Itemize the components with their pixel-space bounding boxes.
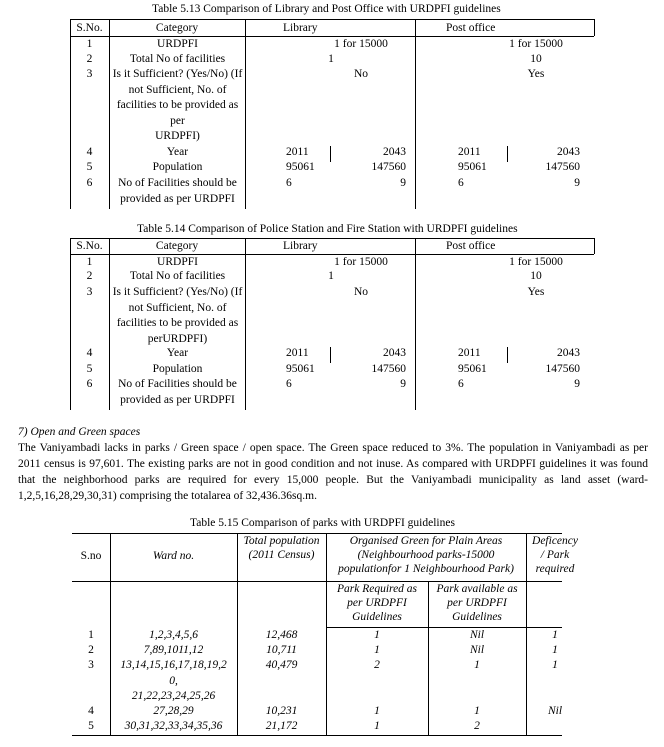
row-sno: 1 — [88, 629, 94, 641]
row-population: 10,711 — [266, 644, 297, 656]
post-office-2043: 147560 — [545, 363, 580, 375]
row-sno: 6 — [86, 177, 93, 189]
row-sno: 4 — [88, 705, 94, 717]
row-category: Year — [166, 347, 189, 359]
row-ward: 21,22,23,24,25,26 — [131, 690, 216, 702]
rule — [594, 238, 595, 254]
row-ward: 7,89,1011,12 — [143, 644, 204, 656]
row-population: 10,231 — [265, 705, 298, 717]
rule — [594, 19, 595, 36]
row-park-available: Nil — [469, 644, 485, 656]
header-deficiency: required — [535, 563, 575, 575]
library-2011: 2011 — [286, 146, 309, 158]
header-park-available: Guidelines — [452, 611, 502, 623]
header-population: Total population — [243, 535, 320, 547]
post-office-value: 1 for 15000 — [509, 256, 563, 268]
row-sno: 4 — [86, 347, 93, 359]
row-category: URDPFI) — [155, 130, 200, 142]
header-park-required: Park Required as — [336, 583, 418, 595]
row-category: Total No of facilities — [129, 270, 226, 282]
row-deficiency: 1 — [552, 659, 558, 671]
rule — [507, 347, 508, 363]
row-sno: 5 — [86, 363, 93, 375]
post-office-2011: 2011 — [458, 146, 481, 158]
post-office-2011: 6 — [458, 177, 464, 189]
section-paragraph: The Vaniyambadi lacks in parks / Green space / open space. The Green space reduced to 3%. The population in Vaniyambadi as per 2011 census is 97,601. The existing parks are not in good condition and not inuse. As compared with URDPFI guidelines it was found that the neighborhood parks are required for every 15,000 people. But the Vaniyambadi municipality as land asset (ward-1,2,5,16,28,29,30,31) comprising the totalarea of 32,436.36sq.m. — [18, 442, 648, 502]
post-office-2043: 147560 — [545, 161, 580, 173]
row-category: facilities to be provided as — [116, 99, 239, 111]
row-ward: 0, — [169, 674, 178, 687]
row-park-available: 1 — [474, 705, 480, 717]
post-office-2011: 2011 — [458, 347, 481, 359]
header-post-office: Post office — [446, 240, 496, 252]
header-park-required: Guidelines — [352, 611, 402, 623]
header-park-required: per URDPFI — [347, 597, 407, 609]
row-population: 21,172 — [265, 720, 298, 732]
row-deficiency: 1 — [552, 644, 558, 656]
row-category: No of Facilities should be — [118, 177, 237, 189]
library-value: No — [353, 286, 369, 298]
row-sno: 2 — [86, 270, 93, 282]
rule — [245, 19, 246, 209]
post-office-2011: 6 — [458, 378, 464, 390]
row-category: not Sufficient, No. of — [128, 301, 227, 314]
table-caption: Table 5.14 Comparison of Police Station and Fire Station with URDPFI guidelines — [137, 223, 518, 235]
library-2011: 2011 — [286, 347, 309, 359]
post-office-2043: 2043 — [557, 347, 580, 359]
row-sno: 3 — [86, 68, 93, 80]
library-2043: 147560 — [371, 161, 406, 173]
row-category: not Sufficient, No. of — [128, 83, 227, 96]
row-deficiency: 1 — [552, 629, 558, 641]
library-2011: 95061 — [286, 363, 315, 375]
header-park-available: Park available as — [436, 583, 518, 595]
post-office-2043: 9 — [574, 378, 580, 390]
header-library: Library — [283, 22, 318, 34]
header-deficiency: / Park — [540, 549, 570, 561]
row-sno: 3 — [88, 659, 94, 671]
row-park-available: Nil — [469, 629, 485, 641]
row-park-required: 1 — [374, 720, 380, 732]
header-park-available: per URDPFI — [447, 597, 507, 609]
library-2011: 6 — [286, 378, 292, 390]
library-2043: 2043 — [383, 146, 406, 158]
library-value: No — [353, 68, 369, 80]
rule — [330, 347, 331, 363]
row-ward: 1,2,3,4,5,6 — [149, 629, 198, 641]
library-2043: 9 — [400, 177, 406, 189]
row-sno: 5 — [88, 720, 94, 732]
row-sno: 5 — [86, 161, 93, 173]
row-category: Is it Sufficient? (Yes/No) (If — [112, 68, 243, 80]
row-ward: 13,14,15,16,17,18,19,2 — [120, 659, 227, 671]
section-heading: 7) Open and Green spaces — [18, 426, 141, 438]
row-category: Is it Sufficient? (Yes/No) (If — [112, 286, 243, 298]
rule — [72, 735, 562, 736]
header-category: Category — [155, 240, 199, 252]
table-caption: Table 5.15 Comparison of parks with URDPFI guidelines — [190, 517, 455, 529]
row-ward: 27,28,29 — [153, 705, 194, 717]
row-park-required: 1 — [374, 705, 380, 717]
header-sno: S.no — [80, 550, 102, 562]
row-category: URDPFI — [157, 256, 198, 268]
row-population: 12,468 — [265, 629, 298, 641]
row-category: No of Facilities should be — [118, 378, 237, 390]
row-category: Total No of facilities — [129, 53, 226, 65]
header-sno: S.No. — [76, 22, 103, 34]
rule — [70, 19, 594, 20]
row-sno: 2 — [88, 644, 94, 656]
row-category: facilities to be provided as — [116, 317, 239, 329]
table-caption: Table 5.13 Comparison of Library and Post Office with URDPFI guidelines — [152, 3, 501, 15]
row-sno: 3 — [86, 286, 93, 298]
post-office-2011: 95061 — [458, 161, 487, 173]
header-post-office: Post office — [446, 22, 496, 34]
rule — [330, 146, 331, 162]
header-organised-green: Organised Green for Plain Areas — [349, 535, 503, 547]
post-office-2043: 9 — [574, 177, 580, 189]
row-sno: 4 — [86, 146, 93, 158]
row-deficiency: Nil — [547, 705, 563, 717]
library-value: 1 — [328, 270, 334, 282]
row-category: Population — [152, 363, 203, 375]
post-office-value: 10 — [530, 270, 542, 282]
row-ward: 30,31,32,33,34,35,36 — [124, 720, 223, 732]
library-value: 1 — [328, 53, 334, 65]
header-ward: Ward no. — [152, 550, 195, 562]
post-office-value: Yes — [527, 68, 545, 80]
row-category: provided as per URDPFI — [120, 393, 235, 406]
row-park-available: 2 — [474, 720, 480, 732]
row-park-required: 1 — [374, 644, 380, 656]
library-2043: 2043 — [383, 347, 406, 359]
row-category: Year — [166, 146, 189, 158]
row-population: 40,479 — [265, 659, 298, 671]
library-value: 1 for 15000 — [334, 38, 388, 50]
header-organised-green: (Neighbourhood parks-15000 — [357, 549, 495, 561]
row-category: URDPFI — [157, 38, 198, 50]
post-office-value: Yes — [527, 286, 545, 298]
row-category: perURDPFI) — [147, 332, 208, 345]
post-office-2043: 2043 — [557, 146, 580, 158]
library-2011: 95061 — [286, 161, 315, 173]
header-library: Library — [283, 240, 318, 252]
row-sno: 1 — [86, 256, 93, 268]
row-sno: 1 — [86, 38, 93, 50]
header-population: (2011 Census) — [248, 549, 315, 561]
row-park-required: 2 — [374, 659, 380, 671]
row-sno: 2 — [86, 53, 93, 65]
row-park-available: 1 — [474, 659, 480, 671]
post-office-value: 10 — [530, 53, 542, 65]
row-sno: 6 — [86, 378, 93, 390]
header-organised-green: populationfor 1 Neighbourhood Park) — [338, 563, 514, 575]
header-category: Category — [155, 22, 199, 34]
header-sno: S.No. — [76, 240, 103, 252]
post-office-2011: 95061 — [458, 363, 487, 375]
library-value: 1 for 15000 — [334, 256, 388, 268]
header-deficiency: Deficency — [532, 535, 578, 547]
row-park-required: 1 — [374, 629, 380, 641]
library-2011: 6 — [286, 177, 292, 189]
rule — [507, 146, 508, 162]
row-category: provided as per URDPFI — [120, 192, 235, 205]
library-2043: 9 — [400, 378, 406, 390]
row-category: Population — [152, 161, 203, 173]
row-category: per — [170, 114, 185, 127]
post-office-value: 1 for 15000 — [509, 38, 563, 50]
rule — [245, 238, 246, 410]
library-2043: 147560 — [371, 363, 406, 375]
